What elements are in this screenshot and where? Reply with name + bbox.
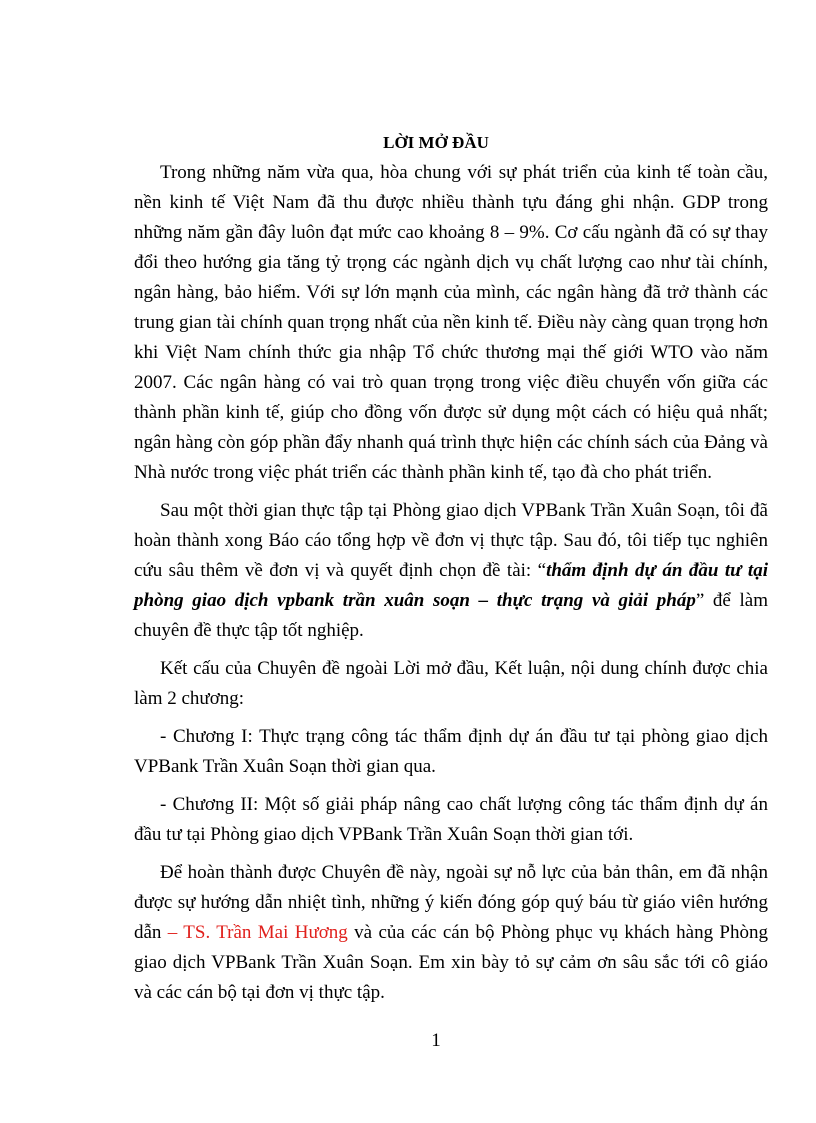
paragraph-structure: Kết cấu của Chuyên đề ngoài Lời mở đầu, Kết luận, nội dung chính được chia làm 2 chương: xyxy=(134,658,768,709)
thesis-topic: thẩm định dự án đầu tư tại phòng giao dịch vpbank trần xuân soạn – thực trạng và giải pháp xyxy=(134,560,768,611)
chapter-1-item: - Chương I: Thực trạng công tác thẩm định dự án đầu tư tại phòng giao dịch VPBank Trần Xuân Soạn thời gian qua. xyxy=(134,726,768,777)
paragraph-topic xyxy=(134,496,768,646)
paragraph-topic-tail: ” để làm chuyên đề thực tập tốt nghiệp. xyxy=(134,590,768,641)
paragraph-topic-lead: Sau một thời gian thực tập tại Phòng giao dịch VPBank Trần Xuân Soạn, tôi đã hoàn thành xong Báo cáo tổng hợp về đơn vị thực tập. Sau đó, tôi tiếp tục nghiên cứu sâu thêm về đơn vị và quyết định chọn đề tài: “ xyxy=(134,500,768,581)
paragraph-intro: Trong những năm vừa qua, hòa chung với sự phát triển của kinh tế toàn cầu, nền kinh tế Việt Nam đã thu được nhiều thành tựu đáng ghi nhận. GDP trong những năm gần đây luôn đạt mức cao khoảng 8 – 9%. Cơ cấu ngành đã có sự thay đổi theo hướng gia tăng tỷ trọng các ngành dịch vụ chất lượng cao như tài chính, ngân hàng, bảo hiểm. Với sự lớn mạnh của mình, các ngân hàng đã trở thành các trung gian tài chính quan trọng nhất của nền kinh tế. Điều này càng quan trọng hơn khi Việt Nam chính thức gia nhập Tổ chức thương mại thế giới WTO vào năm 2007. Các ngân hàng có vai trò quan trọng trong việc điều chuyển vốn giữa các thành phần kinh tế, giúp cho đồng vốn được sử dụng một cách có hiệu quả nhất; ngân hàng còn góp phần đẩy nhanh quá trình thực hiện các chính sách của Đảng và Nhà nước trong việc phát triển các thành phần kinh tế, tạo đà cho phát triển. xyxy=(134,162,768,483)
chapter-2-item: - Chương II: Một số giải pháp nâng cao chất lượng công tác thẩm định dự án đầu tư tại Phòng giao dịch VPBank Trần Xuân Soạn thời gian tới. xyxy=(134,794,768,845)
paragraph-acknowledgement xyxy=(134,858,768,1008)
acknowledgement-lead: Để hoàn thành được Chuyên đề này, ngoài sự nỗ lực của bản thân, em đã nhận được sự hướng dẫn nhiệt tình, những ý kiến đóng góp quý báu từ giáo viên hướng dẫn xyxy=(134,862,768,943)
document-body xyxy=(134,158,768,1016)
page-number: 1 xyxy=(431,1030,441,1051)
acknowledgement-tail: và của các cán bộ Phòng phục vụ khách hàng Phòng giao dịch VPBank Trần Xuân Soạn. Em xin bày tỏ sự cảm ơn sâu sắc tới cô giáo và các cán bộ tại đơn vị thực tập. xyxy=(134,922,768,1003)
page-title: LỜI MỞ ĐẦU xyxy=(383,133,489,152)
advisor-name: – TS. Trần Mai Hương xyxy=(167,922,348,943)
